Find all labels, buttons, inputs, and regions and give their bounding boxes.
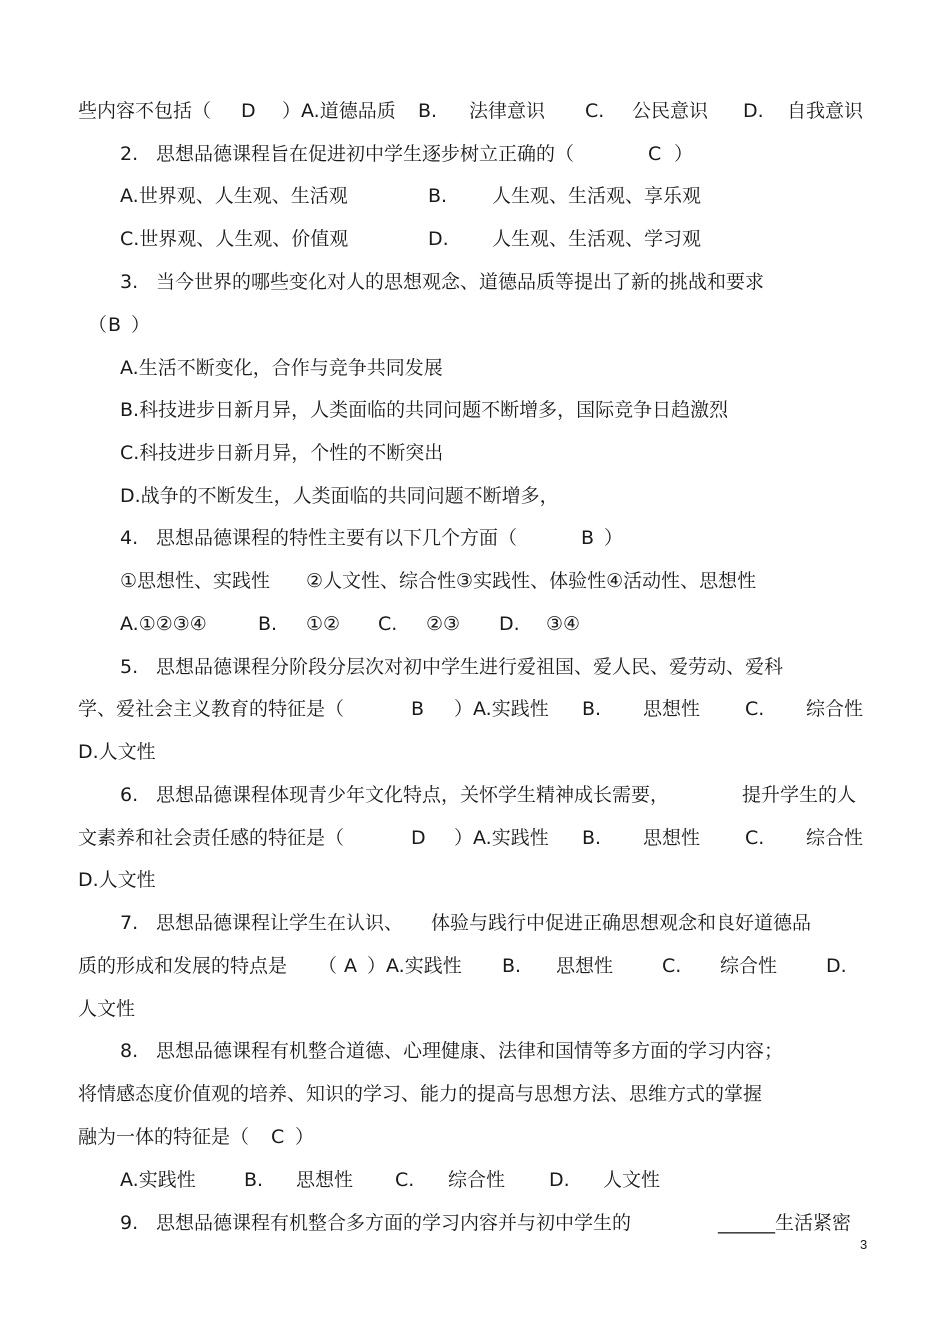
text-segment: 综合性 — [720, 955, 778, 977]
text-segment: 综合性 — [806, 698, 864, 720]
text-segment: 体验与践行中促进正确思想观念和良好道德品 — [431, 912, 812, 934]
text-segment: ②③ — [426, 613, 461, 635]
text-segment: 思想性 — [643, 698, 701, 720]
text-segment: ）A.实践性 — [367, 955, 462, 977]
text-segment: C.世界观、人生观、价值观 — [120, 228, 349, 250]
text-line — [0, 395, 950, 425]
text-line — [0, 652, 950, 682]
text-segment: A.实践性 — [120, 1169, 196, 1191]
text-line — [0, 267, 950, 297]
text-line — [0, 181, 950, 211]
text-line — [0, 566, 950, 596]
text-segment: 将情感态度价值观的培养、知识的学习、能力的提高与思想方法、思维方式的掌握 — [78, 1083, 763, 1105]
text-line — [0, 1079, 950, 1109]
text-segment: D.战争的不断发生，人类面临的共同问题不断增多， — [120, 485, 559, 507]
text-segment: 思想品德课程有机整合多方面的学习内容并与初中学生的 — [156, 1212, 632, 1234]
text-segment: B. — [428, 185, 448, 207]
text-segment: （ — [88, 314, 108, 336]
text-segment: C. — [745, 827, 765, 849]
text-segment: D — [411, 827, 426, 849]
text-segment: 法律意识 — [469, 100, 546, 122]
text-segment: D. — [826, 955, 847, 977]
text-line — [0, 523, 950, 553]
text-segment: 人生观、生活观、学习观 — [492, 228, 702, 250]
text-segment: ） — [295, 1126, 315, 1148]
text-segment: 思想品德课程让学生在认识、 — [156, 912, 404, 934]
text-segment: ） — [674, 143, 694, 165]
text-segment: B. — [418, 100, 438, 122]
text-segment: 学、爱社会主义教育的特征是（ — [78, 698, 345, 720]
text-segment: （ — [318, 955, 338, 977]
text-segment: 5. — [120, 656, 139, 678]
text-segment: B. — [258, 613, 278, 635]
text-segment: B — [108, 314, 122, 336]
text-segment: D. — [743, 100, 764, 122]
page-number: 3 — [860, 1237, 868, 1252]
text-segment: 自我意识 — [787, 100, 864, 122]
text-segment: ） — [604, 527, 624, 549]
text-segment: 文素养和社会责任感的特征是（ — [78, 827, 345, 849]
text-segment: B. — [244, 1169, 264, 1191]
text-segment: ②人文性、综合性③实践性、体验性④活动性、思想性 — [306, 570, 757, 592]
text-line — [0, 1165, 950, 1195]
text-segment: 4. — [120, 527, 139, 549]
text-segment: C. — [378, 613, 398, 635]
text-line — [0, 310, 950, 340]
text-segment: 融为一体的特征是（ — [78, 1126, 250, 1148]
text-line — [0, 737, 950, 767]
text-segment: C — [271, 1126, 285, 1148]
text-segment: A.生活不断变化，合作与竞争共同发展 — [120, 357, 443, 379]
text-segment: B.科技进步日新月异，人类面临的共同问题不断增多，国际竞争日趋激烈 — [120, 399, 729, 421]
text-line — [0, 96, 950, 126]
text-segment: A — [344, 955, 357, 977]
text-segment: C. — [585, 100, 605, 122]
text-segment: 公民意识 — [632, 100, 709, 122]
text-segment: A.世界观、人生观、生活观 — [120, 185, 348, 207]
text-line — [0, 438, 950, 468]
text-segment: 质的形成和发展的特点是 — [78, 955, 288, 977]
text-segment: ______生活紧密 — [718, 1212, 852, 1234]
text-segment: 人生观、生活观、享乐观 — [492, 185, 702, 207]
text-line — [0, 694, 950, 724]
text-line — [0, 780, 950, 810]
text-segment: B. — [502, 955, 522, 977]
text-segment: B — [411, 698, 425, 720]
text-segment: 思想性 — [296, 1169, 354, 1191]
text-segment: C. — [395, 1169, 415, 1191]
text-segment: 思想品德课程的特性主要有以下几个方面（ — [156, 527, 518, 549]
text-line — [0, 994, 950, 1024]
text-segment: C. — [745, 698, 765, 720]
text-segment: D — [241, 100, 256, 122]
text-segment: C — [648, 143, 662, 165]
text-segment: 综合性 — [806, 827, 864, 849]
text-segment: ）A.实践性 — [454, 698, 549, 720]
text-segment: D. — [549, 1169, 570, 1191]
text-segment: D.人文性 — [78, 869, 156, 891]
text-line — [0, 823, 950, 853]
text-segment: C. — [662, 955, 682, 977]
text-segment: 9. — [120, 1212, 139, 1234]
text-segment: C.科技进步日新月异，个性的不断突出 — [120, 442, 444, 464]
text-segment: 综合性 — [448, 1169, 506, 1191]
text-segment: 提升学生的人 — [742, 784, 857, 806]
text-segment: 思想品德课程旨在促进初中学生逐步树立正确的（ — [156, 143, 575, 165]
text-segment: ） — [131, 314, 151, 336]
text-segment: D. — [499, 613, 520, 635]
text-segment: 思想品德课程分阶段分层次对初中学生进行爱祖国、爱人民、爱劳动、爱科 — [156, 656, 784, 678]
text-segment: 2. — [120, 143, 139, 165]
text-segment: 8. — [120, 1040, 139, 1062]
text-segment: ①② — [306, 613, 341, 635]
text-segment: 些内容不包括（ — [78, 100, 212, 122]
text-line — [0, 865, 950, 895]
text-segment: 思想性 — [556, 955, 614, 977]
text-segment: 人文性 — [78, 998, 136, 1020]
text-segment: 3. — [120, 271, 139, 293]
text-line — [0, 353, 950, 383]
text-line — [0, 1208, 950, 1238]
text-segment: ③④ — [546, 613, 581, 635]
text-segment: B — [581, 527, 595, 549]
text-segment: ）A.实践性 — [454, 827, 549, 849]
text-segment: D. — [428, 228, 449, 250]
text-segment: 思想性 — [643, 827, 701, 849]
text-segment: ）A.道德品质 — [282, 100, 396, 122]
text-line — [0, 1122, 950, 1152]
text-line — [0, 139, 950, 169]
text-segment: 6. — [120, 784, 139, 806]
text-segment: 人文性 — [603, 1169, 661, 1191]
text-segment: A.①②③④ — [120, 613, 207, 635]
text-line — [0, 1036, 950, 1066]
text-segment: 思想品德课程体现青少年文化特点，关怀学生精神成长需要， — [156, 784, 670, 806]
text-line — [0, 908, 950, 938]
text-line — [0, 951, 950, 981]
text-line — [0, 224, 950, 254]
text-line — [0, 481, 950, 511]
text-segment: 7. — [120, 912, 139, 934]
text-segment: B. — [582, 698, 602, 720]
text-segment: ①思想性、实践性 — [120, 570, 271, 592]
text-line — [0, 609, 950, 639]
text-segment: 思想品德课程有机整合道德、心理健康、法律和国情等多方面的学习内容； — [156, 1040, 784, 1062]
text-segment: D.人文性 — [78, 741, 156, 763]
text-segment: B. — [582, 827, 602, 849]
text-segment: 当今世界的哪些变化对人的思想观念、道德品质等提出了新的挑战和要求 — [156, 271, 765, 293]
